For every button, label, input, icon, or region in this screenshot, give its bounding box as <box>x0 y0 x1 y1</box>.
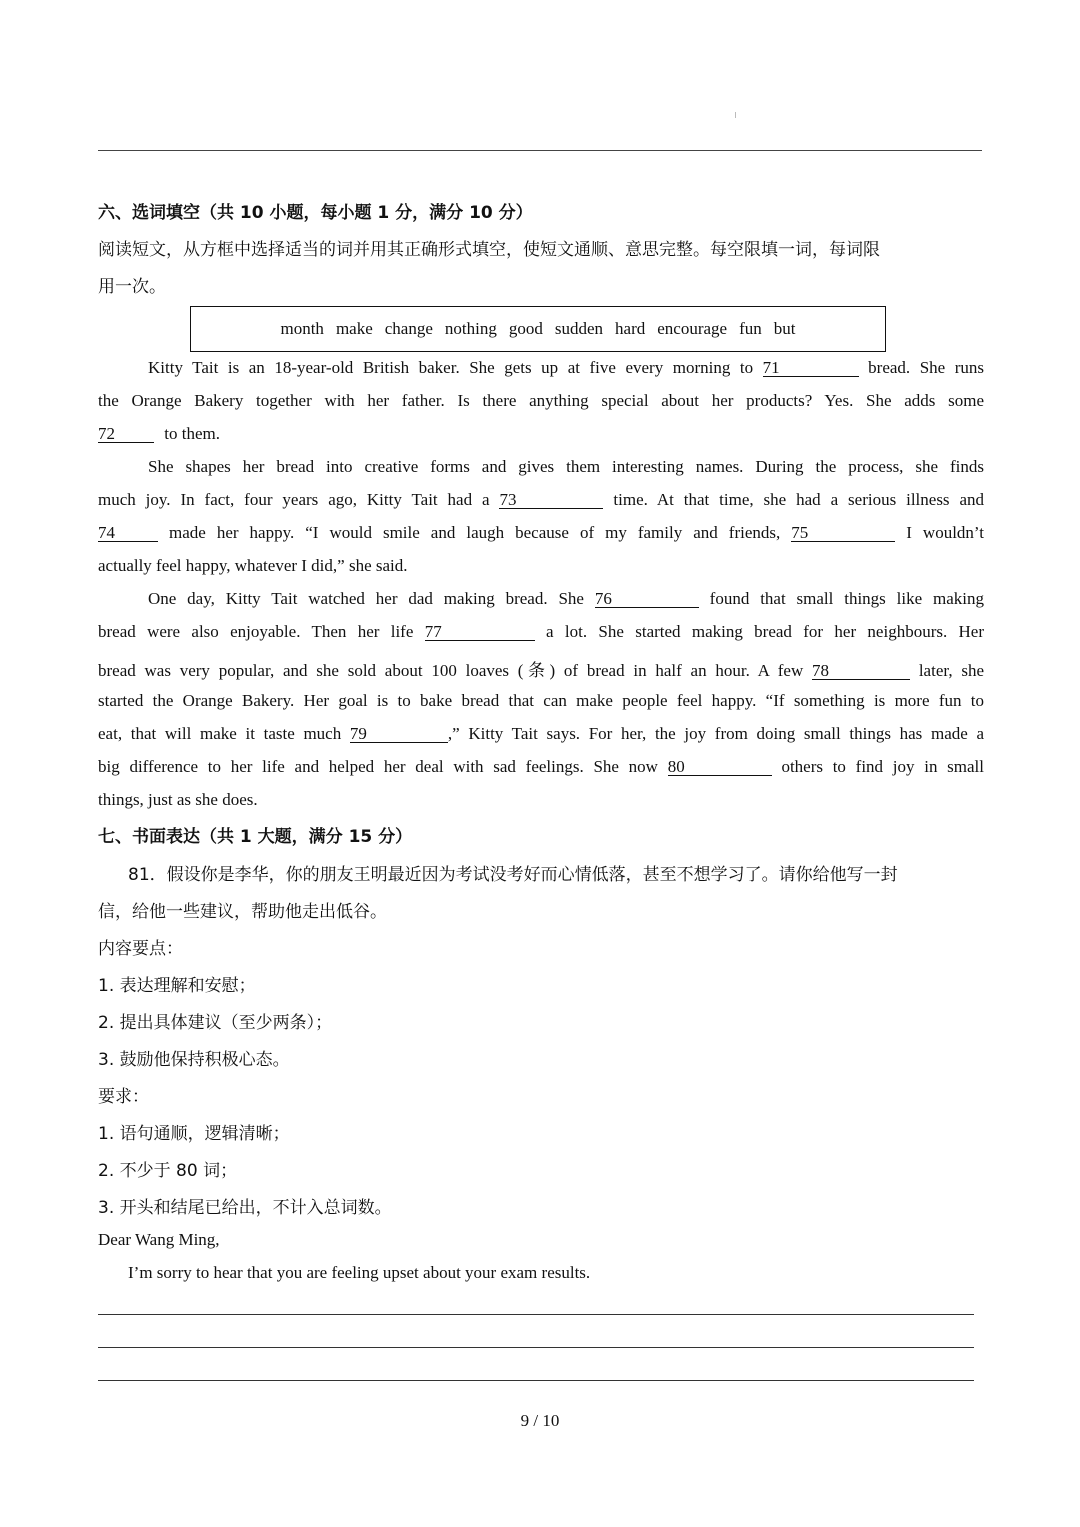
word-box-word: fun <box>739 319 762 338</box>
p3-line6 <box>98 757 984 777</box>
text-run: I wouldn’t <box>906 523 985 542</box>
letter-greeting: Dear Wang Ming, <box>98 1230 220 1249</box>
text-run: bread was very popular, and she sold about 100 loaves (条) of bread in half an hour. A few <box>98 661 804 680</box>
text-run: One day, Kitty Tait watched her dad making bread. She <box>148 589 584 608</box>
scan-mark <box>735 112 736 118</box>
text-run: Kitty Tait is an 18-year-old British baker. She gets up at five every morning to <box>148 358 754 377</box>
p3-line4: started the Orange Bakery. Her goal is to bake bread that can make people feel happy. “If something is more fun to <box>98 691 984 710</box>
p2-line1: She shapes her bread into creative forms and gives them interesting names. During the process, she finds <box>148 457 984 476</box>
text-run: others to find joy in small <box>781 757 985 776</box>
word-box-word: good <box>508 319 543 338</box>
text-run: much joy. In fact, four years ago, Kitty Tait had a <box>98 490 490 509</box>
page-number: 9 / 10 <box>520 1411 560 1430</box>
p3-line2 <box>98 622 984 642</box>
text-run: later, she <box>918 661 985 680</box>
writing-line[interactable] <box>98 1314 974 1315</box>
header-rule <box>98 150 982 151</box>
text-run: a lot. She started making bread for her neighbours. Her <box>546 622 985 641</box>
section6-instruction-line2: 用一次。 <box>98 277 166 297</box>
text-run: bread were also enjoyable. Then her life <box>98 622 414 641</box>
blank-71[interactable]: 71 <box>763 359 859 377</box>
p3-line1 <box>148 589 984 609</box>
word-box-word: but <box>773 319 796 338</box>
requirement-item: 3. 开头和结尾已给出，不计入总词数。 <box>98 1198 392 1218</box>
p1-line2: the Orange Bakery together with her father. Is there anything special about her products? Yes. She adds some <box>98 391 984 410</box>
text-run: time. At that time, she had a serious illness and <box>613 490 985 509</box>
text-run: to them. <box>164 424 220 443</box>
word-box-word: change <box>384 319 433 338</box>
point-item: 1. 表达理解和安慰； <box>98 976 256 996</box>
p3-line5 <box>98 724 984 744</box>
p1-line1 <box>148 358 984 378</box>
p2-line4: actually feel happy, whatever I did,” she said. <box>98 556 408 575</box>
point-item: 3. 鼓励他保持积极心态。 <box>98 1050 290 1070</box>
requirements-title: 要求： <box>98 1087 149 1107</box>
word-box <box>190 306 886 352</box>
word-box-word: encourage <box>657 319 728 338</box>
blank-78[interactable]: 78 <box>812 662 910 680</box>
requirement-item: 1. 语句通顺，逻辑清晰； <box>98 1124 290 1144</box>
blank-80[interactable]: 80 <box>668 758 772 776</box>
p2-line3 <box>98 523 984 543</box>
points-title: 内容要点： <box>98 939 183 959</box>
text-run: found that small things like making <box>709 589 984 608</box>
point-item: 2. 提出具体建议（至少两条）； <box>98 1013 333 1033</box>
word-box-word: hard <box>615 319 646 338</box>
p3-line3 <box>98 656 984 681</box>
text-run: big difference to her life and helped her deal with sad feelings. She now <box>98 757 658 776</box>
text-run: eat, that will make it taste much <box>98 724 342 743</box>
p3-line7: things, just as she does. <box>98 790 258 809</box>
section7-title: 七、书面表达（共 1 大题，满分 15 分） <box>98 827 413 847</box>
section6-instruction-line1: 阅读短文，从方框中选择适当的词并用其正确形式填空，使短文通顺、意思完整。每空限填一词，每词限 <box>98 240 880 260</box>
blank-72[interactable]: 72 <box>98 425 154 443</box>
p2-line2 <box>98 490 984 510</box>
text-run: ,” Kitty Tait says. For her, the joy from doing small things has made a <box>447 724 985 743</box>
blank-79[interactable]: 79 <box>350 725 448 743</box>
blank-77[interactable]: 77 <box>425 623 535 641</box>
letter-opening: I’m sorry to hear that you are feeling upset about your exam results. <box>128 1263 591 1282</box>
word-box-word: sudden <box>554 319 604 338</box>
word-box-word: nothing <box>444 319 497 338</box>
requirement-item: 2. 不少于 80 词； <box>98 1161 238 1181</box>
blank-75[interactable]: 75 <box>791 524 895 542</box>
section6-title: 六、选词填空（共 10 小题，每小题 1 分，满分 10 分） <box>98 203 533 223</box>
text-run: bread. She runs <box>868 358 985 377</box>
q81-line2: 信，给他一些建议，帮助他走出低谷。 <box>98 902 387 922</box>
writing-line[interactable] <box>98 1347 974 1348</box>
word-box-word: make <box>335 319 373 338</box>
q81-line1: 81．假设你是李华，你的朋友王明最近因为考试没考好而心情低落，甚至不想学习了。请你给他写一封 <box>128 865 898 885</box>
word-box-word: month <box>280 319 324 338</box>
blank-74[interactable]: 74 <box>98 524 158 542</box>
p1-line3 <box>98 424 984 444</box>
writing-line[interactable] <box>98 1380 974 1381</box>
blank-73[interactable]: 73 <box>499 491 603 509</box>
text-run: made her happy. “I would smile and laugh because of my family and friends, <box>169 523 781 542</box>
blank-76[interactable]: 76 <box>595 590 699 608</box>
